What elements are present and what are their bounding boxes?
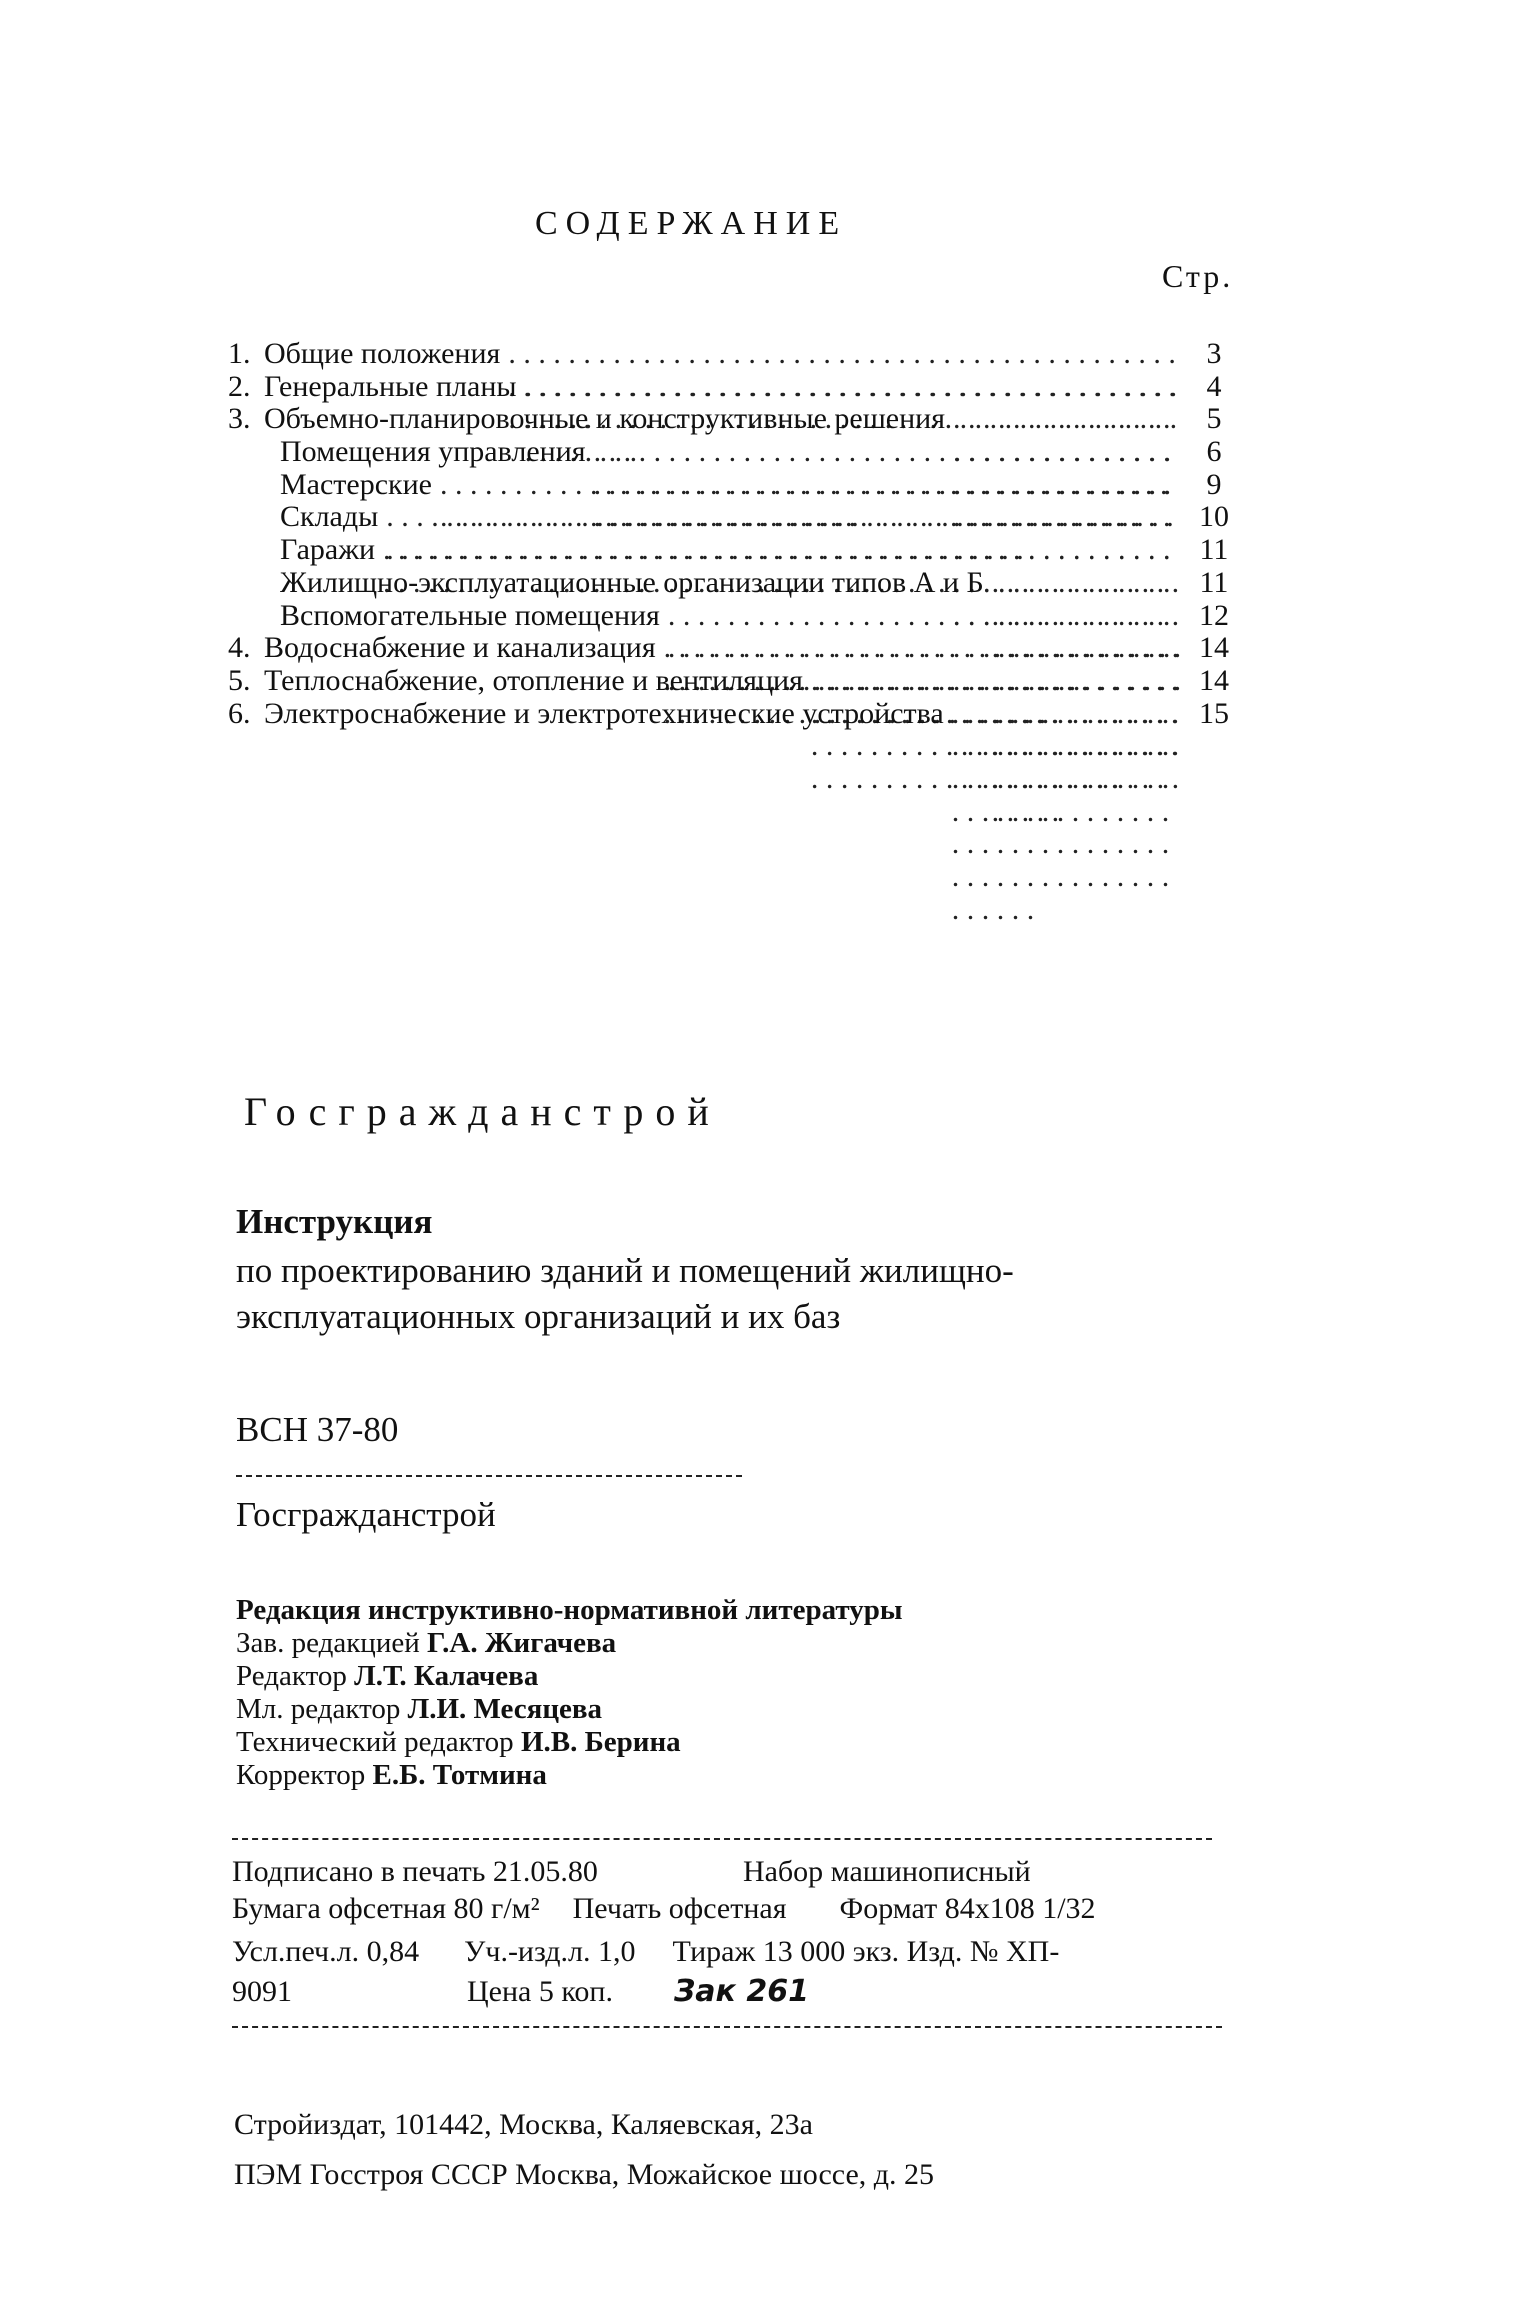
staff-line <box>236 1627 902 1660</box>
toc-item-page: 11 <box>1199 533 1229 567</box>
divider <box>232 2026 1222 2028</box>
staff-line <box>236 1693 902 1726</box>
publisher-sheets: Уч.-изд.л. 1,0 <box>464 1935 636 1968</box>
toc-item-page: 14 <box>1199 631 1229 665</box>
toc-item-page: 6 <box>1206 435 1222 469</box>
toc-item-label: Вспомогательные помещения <box>280 598 660 632</box>
toc-item-number: 5. <box>228 663 251 697</box>
toc-item <box>228 338 1238 371</box>
price: Цена 5 коп. <box>467 1975 613 2008</box>
toc-item-number: 2. <box>228 369 251 403</box>
toc-item <box>228 665 1238 698</box>
toc-item-number: 4. <box>228 631 251 665</box>
staff-name: Г.А. Жигачева <box>426 1627 617 1659</box>
staff-role: Зав. редакцией <box>236 1627 420 1659</box>
staff-line <box>236 1726 902 1759</box>
toc-item-label: Генеральные планы <box>264 369 517 403</box>
staff-line <box>236 1660 902 1693</box>
toc-item-label: Водоснабжение и канализация <box>264 631 656 665</box>
publication-number-continued: 9091 <box>232 1975 292 2008</box>
print-run: Тираж 13 000 экз. <box>672 1935 900 1968</box>
toc-item-page: 14 <box>1199 663 1229 697</box>
toc-item-number: 3. <box>228 402 251 436</box>
toc-item-page: 4 <box>1206 369 1222 403</box>
toc-subitem <box>228 600 1238 633</box>
toc-item-page: 11 <box>1199 565 1229 599</box>
toc-item <box>228 403 1238 436</box>
paper: Бумага офсетная 80 г/м² <box>232 1892 540 1925</box>
divider <box>232 1838 1212 1840</box>
toc-item-number: 1. <box>228 337 251 370</box>
toc-title: СОДЕРЖАНИЕ <box>535 205 848 242</box>
document-description: по проектированию зданий и помещений жилищно-эксплуатационных организаций и их баз <box>236 1251 1014 1336</box>
toc-page-column-header: Стр. <box>1162 258 1234 294</box>
publication-line <box>232 1974 809 2009</box>
staff-role: Корректор <box>236 1759 366 1791</box>
print-sheets: Усл.печ.л. 0,84 <box>232 1935 420 1968</box>
toc-list <box>228 338 1238 730</box>
divider <box>236 1475 742 1477</box>
toc-item <box>228 632 1238 665</box>
publication-line <box>232 1892 1096 1926</box>
toc-item <box>228 698 1238 731</box>
staff-name: Е.Б. Тотмина <box>372 1759 547 1791</box>
toc-item-page: 12 <box>1199 598 1229 632</box>
toc-item-page: 9 <box>1206 467 1222 501</box>
staff-role: Мл. редактор <box>236 1693 401 1725</box>
organization: Госгражданстрой <box>236 1495 496 1534</box>
publication-number: Изд. № ХП- <box>906 1935 1060 1968</box>
order-number: Зак 261 <box>673 1974 809 2009</box>
toc-item-label: Объемно-планировочные и конструктивные решения <box>264 402 946 436</box>
toc-subitem <box>228 501 1238 534</box>
staff-line <box>236 1759 902 1792</box>
toc-item-label: Гаражи <box>280 533 376 567</box>
publication-line <box>232 1935 1059 1969</box>
leader-dots <box>952 698 1182 927</box>
staff-role: Редактор <box>236 1660 347 1692</box>
toc-subitem <box>228 436 1238 469</box>
editorial-office: Редакция инструктивно-нормативной литературы <box>236 1594 903 1626</box>
staff-name: Л.Т. Калачева <box>354 1660 539 1692</box>
toc-item <box>228 371 1238 404</box>
organization-heading: Госгражданстрой <box>244 1089 721 1134</box>
publication-line <box>232 1855 1031 1889</box>
toc-subitem <box>228 534 1238 567</box>
toc-item-page: 3 <box>1206 337 1222 370</box>
document-code: ВСН 37-80 <box>236 1410 399 1449</box>
toc-subitem <box>228 567 1238 600</box>
toc-item-label: Мастерские <box>280 467 432 501</box>
toc-item-label: Склады <box>280 500 379 534</box>
staff-name: Л.И. Месяцева <box>407 1693 603 1725</box>
toc-item-label: Жилищно-эксплуатационные организации типов А и Б <box>280 565 984 599</box>
toc-subitem <box>228 469 1238 502</box>
printing: Печать офсетная <box>572 1892 787 1925</box>
toc-item-page: 15 <box>1199 696 1229 730</box>
toc-item-label: Общие положения <box>264 337 501 370</box>
editorial-staff <box>236 1594 902 1792</box>
toc-item-page: 5 <box>1206 402 1222 436</box>
signed-to-print: Подписано в печать 21.05.80 <box>232 1855 598 1888</box>
format: Формат 84x108 1/32 <box>839 1892 1096 1925</box>
toc-item-number: 6. <box>228 696 251 730</box>
document-type: Инструкция <box>236 1202 433 1241</box>
typesetting: Набор машинописный <box>742 1855 1031 1888</box>
publisher-address: Стройиздат, 101442, Москва, Каляевская, 23а <box>234 2108 813 2141</box>
toc-item-label: Теплоснабжение, отопление и вентиляция <box>264 663 803 697</box>
printer-address: ПЭМ Госстроя СССР Москва, Можайское шоссе, д. 25 <box>234 2158 935 2191</box>
staff-role: Технический редактор <box>236 1726 514 1758</box>
toc-item-page: 10 <box>1199 500 1229 534</box>
staff-name: И.В. Берина <box>520 1726 681 1758</box>
toc-item-label: Электроснабжение и электротехнические устройства <box>264 696 944 730</box>
toc-item-label: Помещения управления <box>280 435 586 469</box>
